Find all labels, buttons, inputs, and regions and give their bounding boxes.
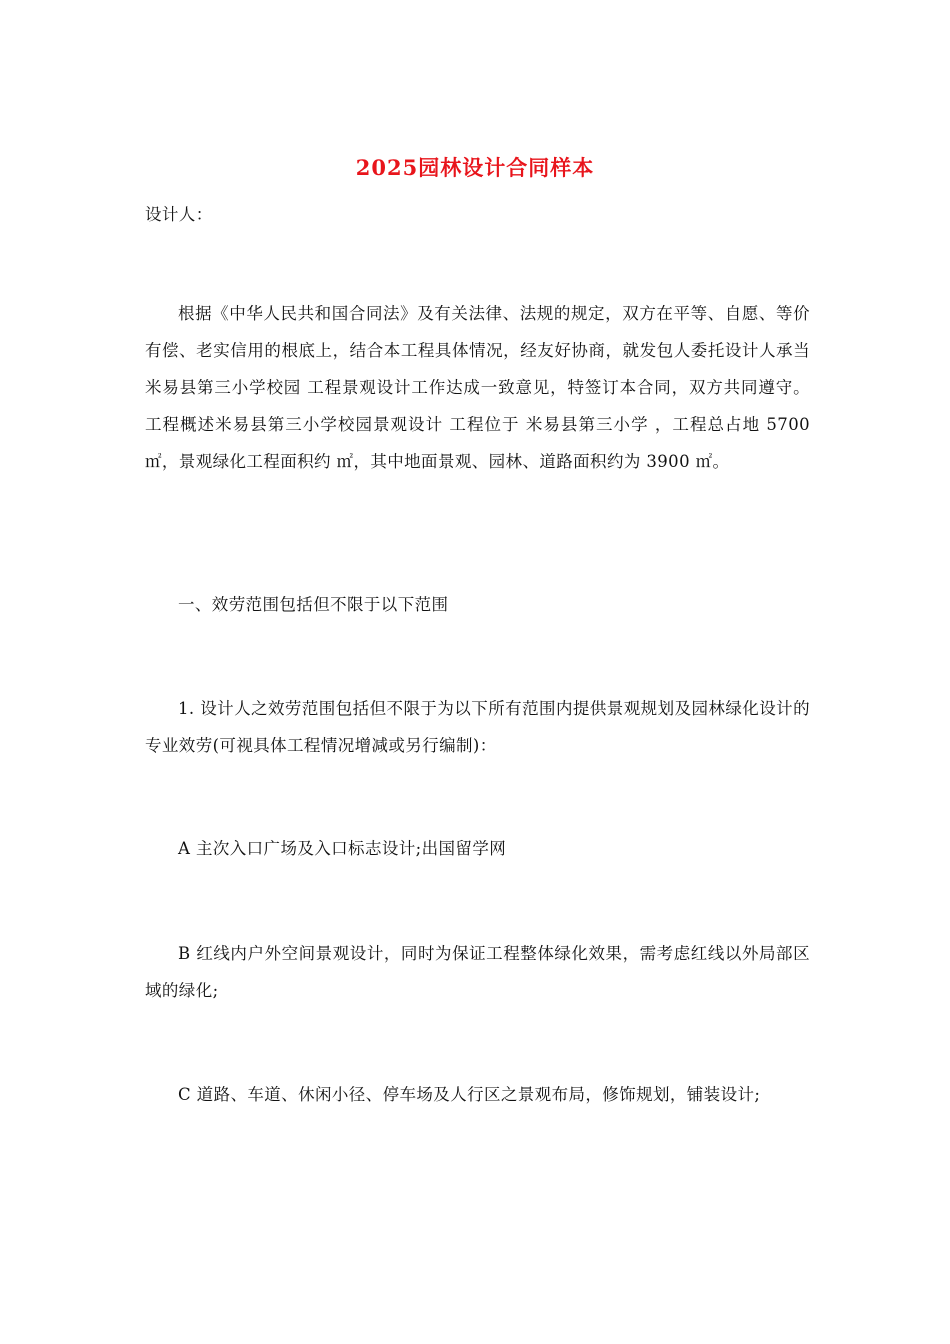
document-title: 2025园林设计合同样本 — [355, 155, 595, 180]
intro-paragraph: 根据《中华人民共和国合同法》及有关法律、法规的规定，双方在平等、自愿、等价有偿、老实信用的根底上，结合本工程具体情况，经友好协商，就发包人委托设计人承当 米易县第三小学校园 工程景观设计工作达成一致意见，特签订本合同，双方共同遵守。 工程概述米易县第三小学校园景观设计 工程位于 米易县第三小学 ，工程总占地 5700 ㎡，景观绿化工程面积约 ㎡，其中地面景观、园林、道路面积约为 3900 ㎡。 — [145, 304, 810, 471]
list-item-1: 1. 设计人之效劳范围包括但不限于为以下所有范围内提供景观规划及园林绿化设计的专业效劳(可视具体工程情况增减或另行编制)： — [145, 699, 810, 755]
list-item-a: A 主次入口广场及入口标志设计;出国留学网 — [178, 839, 507, 858]
section-one-heading: 一、效劳范围包括但不限于以下范围 — [178, 595, 449, 614]
designer-label: 设计人： — [145, 205, 213, 224]
list-item-b: B 红线内户外空间景观设计，同时为保证工程整体绿化效果，需考虑红线以外局部区域的绿化; — [145, 944, 810, 1000]
list-item-c: C 道路、车道、休闲小径、停车场及人行区之景观布局，修饰规划，铺装设计; — [178, 1085, 761, 1104]
